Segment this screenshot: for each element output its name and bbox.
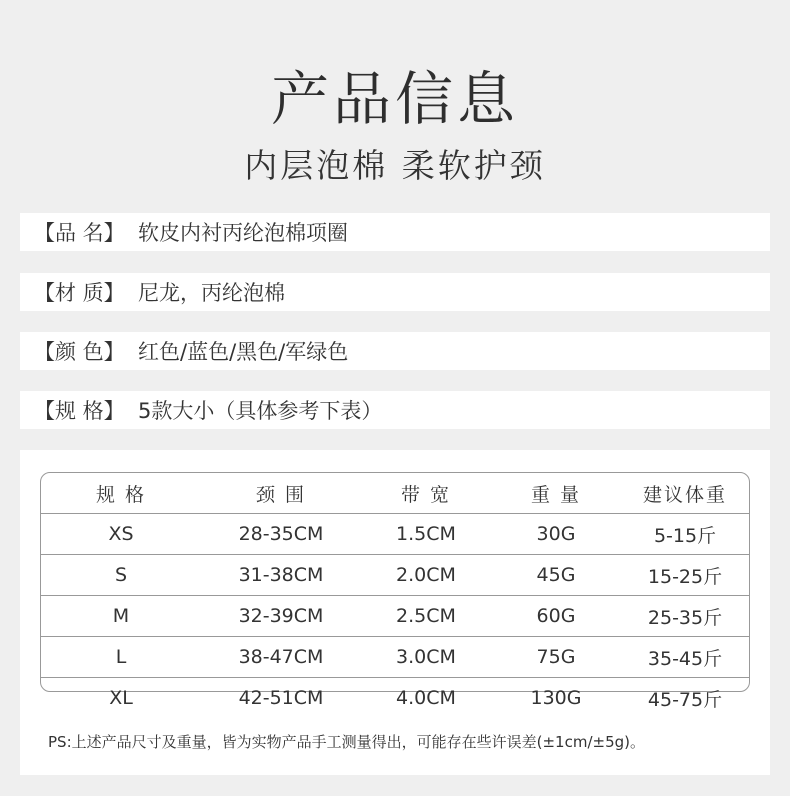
page-title: 产品信息 bbox=[270, 65, 519, 133]
table-cell: 25-35斤 bbox=[647, 606, 723, 629]
table-cell: 4.0CM bbox=[396, 687, 456, 709]
info-value: 软皮内衬丙纶泡棉项圈 bbox=[138, 221, 348, 245]
header-cell: 颈 围 bbox=[255, 483, 307, 506]
table-cell: 130G bbox=[530, 687, 582, 709]
info-row-color bbox=[20, 332, 770, 370]
info-value: 尼龙，丙纶泡棉 bbox=[138, 281, 285, 305]
measurement-note: PS:上述产品尺寸及重量，皆为实物产品手工测量得出，可能存在些许误差(±1cm/±5g)。 bbox=[48, 733, 645, 751]
table-cell: 45-75斤 bbox=[647, 688, 723, 711]
header-cell: 重 量 bbox=[530, 483, 582, 506]
table-cell: M bbox=[112, 605, 130, 627]
table-cell: 3.0CM bbox=[396, 646, 456, 668]
table-row bbox=[41, 678, 749, 718]
table-row bbox=[41, 596, 749, 637]
info-label: 【品 名】 bbox=[34, 221, 125, 245]
table-cell: 60G bbox=[536, 605, 576, 627]
info-row-spec bbox=[20, 391, 770, 429]
table-cell: 31-38CM bbox=[238, 564, 324, 586]
table-cell: S bbox=[114, 564, 128, 586]
table-row bbox=[41, 637, 749, 678]
header-cell: 规 格 bbox=[95, 483, 147, 506]
table-cell: 15-25斤 bbox=[647, 565, 723, 588]
table-cell: 30G bbox=[536, 523, 576, 545]
info-label: 【材 质】 bbox=[34, 281, 125, 305]
table-cell: 38-47CM bbox=[238, 646, 324, 668]
table-header-row bbox=[41, 473, 749, 514]
header-cell: 建议体重 bbox=[642, 483, 727, 506]
size-table-panel bbox=[20, 450, 770, 775]
info-label: 【规 格】 bbox=[34, 399, 125, 423]
table-cell: 32-39CM bbox=[238, 605, 324, 627]
table-cell: 42-51CM bbox=[238, 687, 324, 709]
table-cell: 1.5CM bbox=[396, 523, 456, 545]
header-cell: 带 宽 bbox=[400, 483, 452, 506]
table-cell: XL bbox=[109, 687, 133, 709]
table-cell: XS bbox=[108, 523, 134, 545]
table-cell: L bbox=[115, 646, 127, 668]
size-table bbox=[40, 472, 750, 711]
info-row-material bbox=[20, 273, 770, 311]
table-row bbox=[41, 555, 749, 596]
table-cell: 35-45斤 bbox=[647, 647, 723, 670]
table-cell: 45G bbox=[536, 564, 576, 586]
page-subtitle: 内层泡棉 柔软护颈 bbox=[244, 146, 546, 185]
info-label: 【颜 色】 bbox=[34, 340, 125, 364]
table-cell: 75G bbox=[536, 646, 576, 668]
info-value: 5款大小（具体参考下表） bbox=[138, 399, 383, 423]
info-row-name bbox=[20, 213, 770, 251]
table-cell: 2.5CM bbox=[396, 605, 456, 627]
info-value: 红色/蓝色/黑色/军绿色 bbox=[138, 340, 349, 364]
table-cell: 5-15斤 bbox=[653, 524, 717, 547]
table-cell: 28-35CM bbox=[238, 523, 324, 545]
table-row bbox=[41, 514, 749, 555]
table-cell: 2.0CM bbox=[396, 564, 456, 586]
